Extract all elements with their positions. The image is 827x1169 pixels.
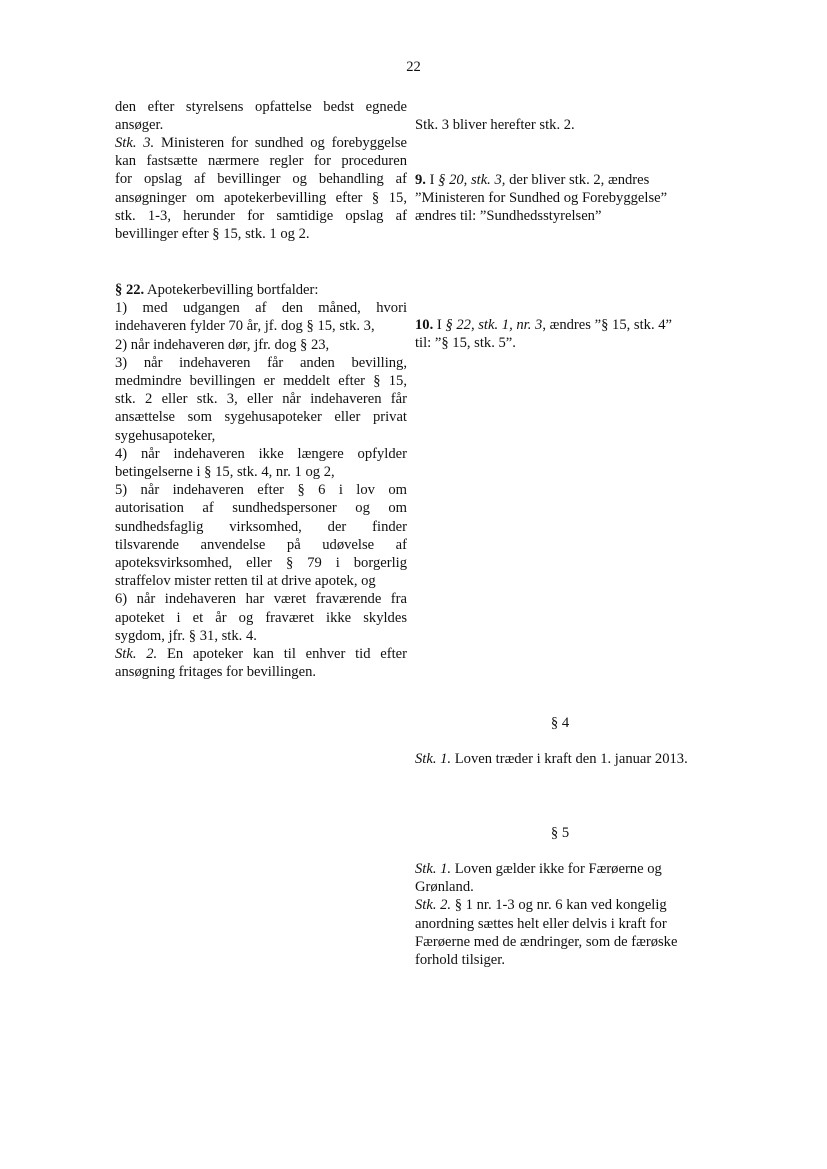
text-segment: Apotekerbevilling bortfalder:: [144, 282, 319, 298]
text-line: Færøerne med de ændringer, som de færøske: [415, 933, 678, 950]
section-5-body: [415, 860, 715, 969]
text-line: [415, 860, 715, 878]
text-line: [115, 134, 407, 152]
text-line: ansøger.: [115, 117, 164, 134]
text-line: forhold tilsiger.: [415, 952, 505, 969]
text-line: kan fastsætte nærmere regler for proceduren: [115, 153, 407, 170]
text-line: Grønland.: [415, 879, 474, 896]
text-segment: En apoteker kan til enhver tid efter: [157, 646, 407, 663]
text-line: stk. 2 eller stk. 3, eller når indehaveren får: [115, 391, 407, 408]
text-line: [415, 896, 715, 914]
text-line: 5) når indehaveren efter § 6 i lov om: [115, 482, 407, 499]
text-line: Stk. 3 bliver herefter stk. 2.: [415, 117, 575, 133]
item-number: 10.: [415, 317, 434, 333]
section-5-heading: § 5: [550, 825, 570, 841]
text-line: ansøgning fritages for bevillingen.: [115, 664, 317, 681]
text-line: 6) når indehaveren har været fraværende fra: [115, 591, 407, 608]
text-segment: I: [425, 172, 439, 188]
section-4-heading: § 4: [550, 715, 570, 731]
text-line: 2) når indehaveren dør, jfr. dog § 23,: [115, 336, 330, 353]
text-line: stk. 1-3, herunder for samtidige opslag af: [115, 207, 407, 224]
section-reference: § 22, stk. 1, nr. 3: [445, 317, 543, 333]
text-segment: der bliver stk. 2, ændres: [505, 172, 650, 188]
section-4-stk1: [415, 750, 715, 768]
left-paragraph-stk3: [115, 134, 407, 243]
amendment-9: [415, 171, 715, 226]
text-segment: Loven gælder ikke for Færøerne og: [451, 861, 662, 877]
page-number: 22: [406, 59, 421, 75]
text-line: 4) når indehaveren ikke længere opfylder: [115, 445, 407, 462]
text-segment: , ændres ”§ 15, stk. 4”: [542, 317, 673, 333]
text-line: [415, 316, 715, 334]
section-22: [115, 281, 407, 681]
text-line: [115, 645, 407, 663]
text-segment: I: [433, 317, 446, 333]
text-line: [415, 750, 715, 768]
text-segment: § 1 nr. 1-3 og nr. 6 kan ved kongelig: [451, 897, 667, 914]
item-number: 9.: [415, 172, 426, 188]
text-line: straffelov mister retten til at drive apotek, og: [115, 573, 376, 590]
text-line: 1) med udgangen af den måned, hvori: [115, 300, 407, 317]
text-line: ansøgninger om apotekerbevilling efter § 15,: [115, 189, 407, 206]
stk-label: Stk. 2.: [115, 646, 158, 663]
text-line: sundhedsfaglig virksomhed, der finder: [115, 518, 407, 535]
text-line: apoteket i et år og fraværet ikke skyldes: [115, 609, 407, 626]
text-segment: Ministeren for sundhed og forebyggelse: [154, 135, 408, 151]
text-segment: Loven træder i kraft den 1. januar 2013.: [451, 751, 688, 767]
stk-label: Stk. 3.: [115, 135, 155, 151]
text-line: [415, 171, 715, 189]
right-note-stk3: [415, 116, 715, 134]
stk-label: Stk. 1.: [415, 861, 452, 877]
text-line: 3) når indehaveren får anden bevilling,: [115, 354, 407, 371]
text-line: indehaveren fylder 70 år, jf. dog § 15, stk. 3,: [115, 318, 375, 335]
text-line: autorisation af sundhedspersoner og om: [115, 500, 407, 517]
text-line: sygdom, jfr. § 31, stk. 4.: [115, 627, 257, 644]
text-line: ”Ministeren for Sundhed og Forebyggelse”: [415, 190, 668, 207]
section-heading: [115, 281, 407, 299]
text-line: ansættelse som sygehusapoteker eller privat: [115, 409, 407, 426]
text-line: anordning sættes helt eller delvis i kraft for: [415, 915, 667, 932]
text-line: medmindre bevillingen er meddelt efter § 15,: [115, 373, 407, 390]
text-line: betingelserne i § 15, stk. 4, nr. 1 og 2,: [115, 464, 335, 481]
left-paragraph-ansoger: [115, 98, 407, 134]
text-line: til: ”§ 15, stk. 5”.: [415, 335, 516, 352]
stk-label: Stk. 2.: [415, 897, 452, 914]
text-line: den efter styrelsens opfattelse bedst egnede: [115, 99, 407, 115]
text-line: ændres til: ”Sundhedsstyrelsen”: [415, 208, 602, 225]
text-line: for opslag af bevillinger og behandling af: [115, 171, 407, 188]
text-line: sygehusapoteker,: [115, 427, 216, 444]
stk-label: Stk. 1.: [415, 751, 452, 767]
section-number: § 22.: [115, 282, 145, 298]
text-line: bevillinger efter § 15, stk. 1 og 2.: [115, 226, 310, 243]
section-reference: § 20, stk. 3,: [438, 172, 506, 188]
amendment-10: [415, 316, 715, 352]
text-line: apoteksvirksomhed, eller § 79 i borgerlig: [115, 555, 407, 572]
text-line: tilsvarende anvendelse på udøvelse af: [115, 536, 407, 553]
